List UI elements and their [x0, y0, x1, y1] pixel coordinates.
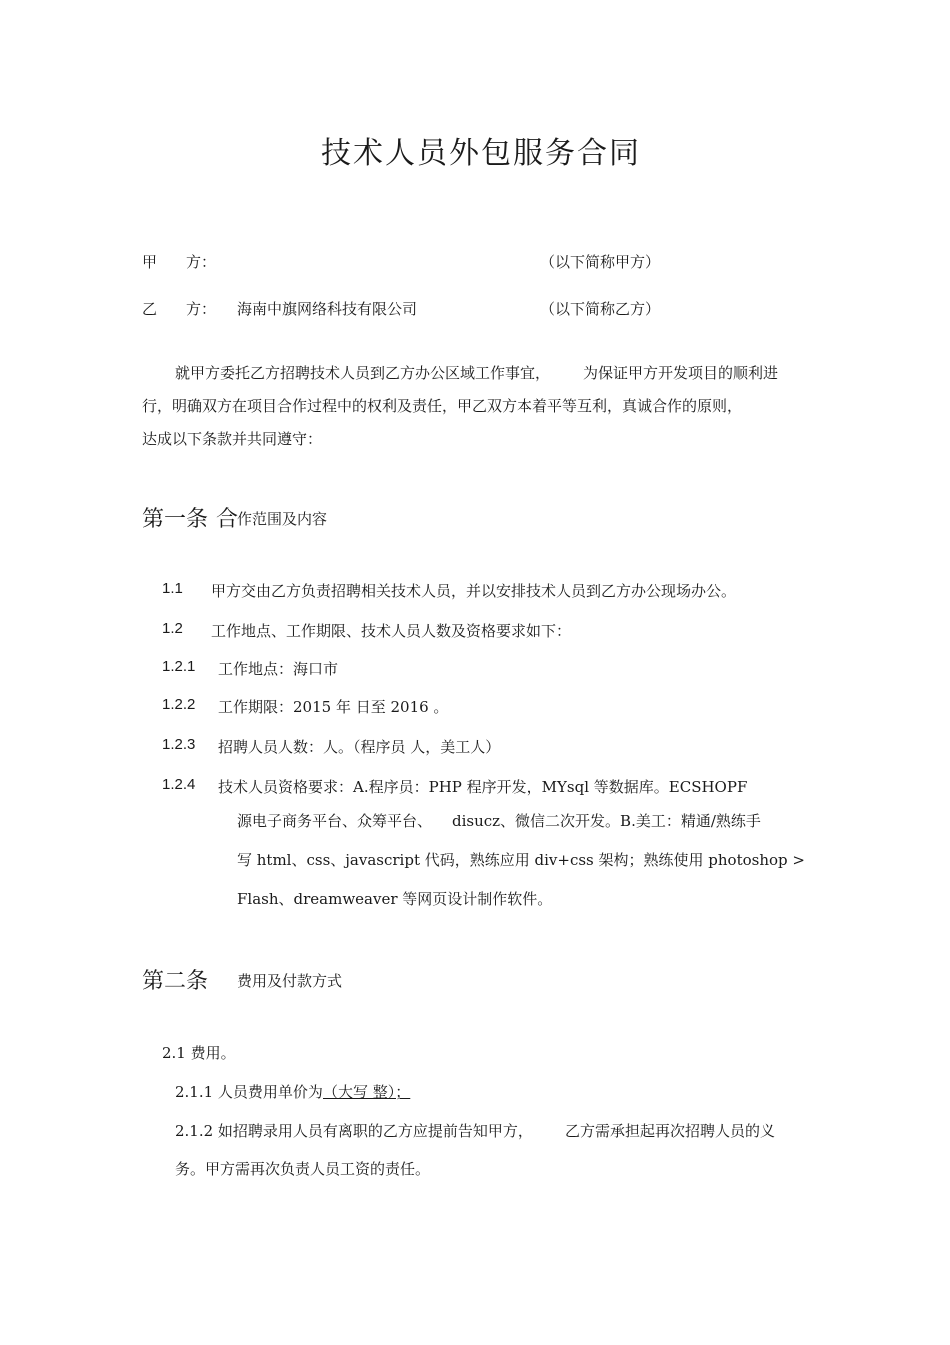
party-a-colon: 方：	[186, 253, 217, 271]
clause-text: 2.1 费用。	[162, 1044, 236, 1062]
clause-text: 2.1.2 如招聘录用人员有离职的乙方应提前告知甲方，	[175, 1122, 533, 1140]
clause-number: 1.2	[162, 620, 183, 637]
clause-text: 甲方交由乙方负责招聘相关技术人员，并以安排技术人员到乙方办公现场办公。	[211, 582, 737, 600]
article-1-heading: 第一条	[142, 507, 209, 532]
clause-continuation: 源电子商务平台、众筹平台、	[237, 812, 433, 830]
clause-text: 乙方需承担起再次招聘人员的义	[565, 1122, 776, 1140]
article-2-heading: 第二条	[142, 969, 209, 994]
article-2-heading-rest: 费用及付款方式	[237, 972, 343, 990]
intro-line-1b: 为保证甲方开发项目的顺利进	[583, 364, 779, 382]
intro-line-1a: 就甲方委托乙方招聘技术人员到乙方办公区域工作事宜，	[175, 364, 551, 382]
article-1-heading-char: 合	[216, 507, 239, 532]
intro-line-2: 行，明确双方在项目合作过程中的权利及责任，甲乙双方本着平等互利，真诚合作的原则，	[142, 397, 743, 415]
clause-text: 工作期限：2015 年 日至 2016 。	[218, 698, 449, 716]
clause-continuation: 写 html、css、javascript 代码，熟练应用 div+css 架构；熟练使用 photoshop >	[237, 851, 805, 869]
clause-text: 招聘人员人数：人。（程序员 人，美工人）	[218, 738, 501, 756]
intro-line-3: 达成以下条款并共同遵守：	[142, 430, 323, 448]
clause-number: 1.2.1	[162, 658, 196, 675]
clause-continuation: disucz、微信二次开发。B.美工：精通/熟练手	[452, 812, 761, 830]
clause-number: 1.2.2	[162, 696, 196, 713]
clause-text: 工作地点、工作期限、技术人员人数及资格要求如下：	[211, 622, 572, 640]
party-b-label: 乙	[142, 300, 158, 318]
blank-amount: （大写 整）；	[323, 1083, 411, 1101]
clause-text: 务。甲方需再次负责人员工资的责任。	[175, 1160, 431, 1178]
clause-number: 1.2.3	[162, 736, 196, 753]
clause-number: 1.1	[162, 580, 183, 597]
party-a-note: （以下简称甲方）	[540, 253, 661, 271]
party-b-note: （以下简称乙方）	[540, 300, 661, 318]
party-b-colon: 方：	[186, 300, 217, 318]
clause-continuation: Flash、dreamweaver 等网页设计制作软件。	[237, 890, 553, 908]
article-1-heading-rest: 作范围及内容	[237, 510, 328, 528]
clause-text: 工作地点：海口市	[218, 660, 339, 678]
party-b-name: 海南中旗网络科技有限公司	[237, 300, 418, 318]
clause-text: 技术人员资格要求：A.程序员：PHP 程序开发，MYsql 等数据库。ECSHOPF	[218, 778, 748, 796]
clause-text: 2.1.1 人员费用单价为	[175, 1083, 323, 1101]
document-title: 技术人员外包服务合同	[321, 136, 641, 171]
party-a-label: 甲	[142, 253, 158, 271]
clause-number: 1.2.4	[162, 776, 196, 793]
